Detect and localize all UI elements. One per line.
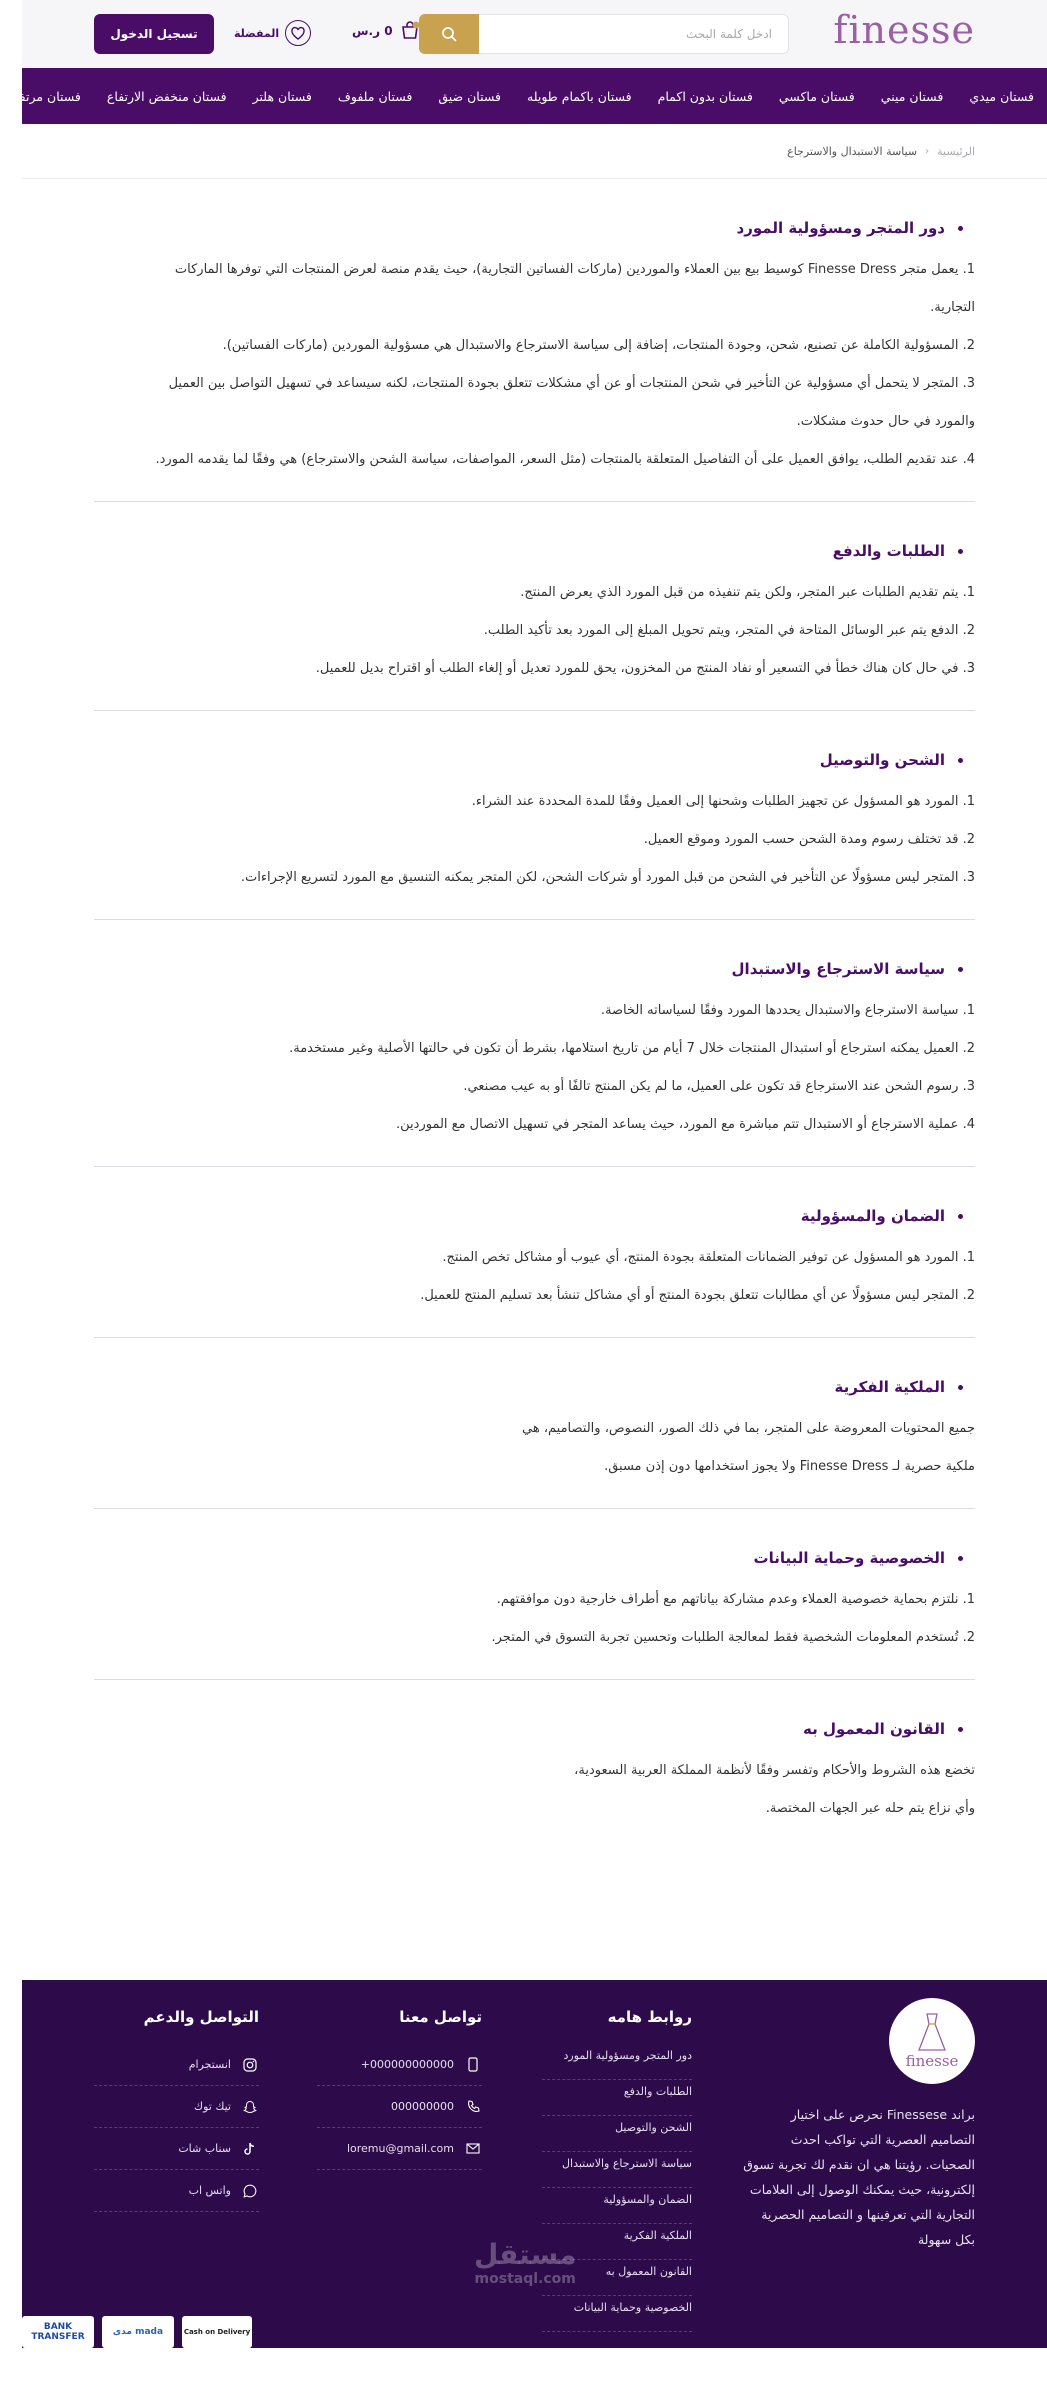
paragraph: 2. المسؤولية الكاملة عن تصنيع، شحن، وجودة المنتجات، إضافة إلى سياسة الاسترجاع والاستبدال هي مسؤولية الموردين (ماركات الفساتين). [222, 338, 975, 353]
social-tiktok[interactable]: تيك توك [94, 2086, 259, 2128]
favorites-label: المفضلة [234, 26, 280, 40]
section-title: الشحن والتوصيل [94, 751, 975, 769]
paragraph: 1. المورد هو المسؤول عن توفير الضمانات المتعلقة بجودة المنتج، أي عيوب أو مشاكل تخص المنتج. [442, 1250, 975, 1265]
search-icon [441, 26, 457, 42]
footer-link[interactable]: الطلبات والدفع [542, 2080, 692, 2116]
nav-item-wrap[interactable]: فستان ملفوف [337, 88, 413, 104]
cart-button[interactable] [352, 20, 421, 42]
paragraph: 3. المتجر ليس مسؤولًا عن التأخير في الشحن من قبل المورد أو شركات الشحن، لكن المتجر يمكنه التنسيق مع المورد لتسريع الإجراءات. [240, 870, 975, 885]
breadcrumb [22, 124, 1047, 179]
footer-link[interactable]: الخصوصية وحماية البيانات [542, 2296, 692, 2332]
section-title: الخصوصية وحماية البيانات [94, 1549, 975, 1567]
cart-icon [399, 20, 421, 42]
section-orders-payment [94, 502, 975, 711]
favorites-button[interactable] [234, 20, 311, 46]
bank-transfer-badge: BANK TRANSFER [22, 2316, 94, 2348]
social-instagram[interactable]: انستجرام [94, 2044, 259, 2086]
dress-icon [915, 2012, 949, 2052]
nav-item-tight[interactable]: فستان ضيق [438, 88, 502, 104]
mostaql-watermark: مستقل mostaql.com [474, 2238, 577, 2287]
paragraph: 1. نلتزم بحماية خصوصية العملاء وعدم مشاركة بياناتهم مع أطراف خارجية دون موافقتهم. [496, 1592, 975, 1607]
paragraph: 1. يتم تقديم الطلبات عبر المتجر، ولكن يتم تنفيذه من قبل المورد الذي يعرض المنتج. [520, 585, 975, 600]
paragraph: 4. عملية الاسترجاع أو الاستبدال تتم مباشرة مع المورد، حيث يساعد المتجر في تسهيل الاتصال مع الموردين. [396, 1117, 975, 1132]
social-snapchat[interactable]: سناب شات [94, 2128, 259, 2170]
section-ip [94, 1338, 975, 1509]
cart-total: 0 ر.س [352, 24, 393, 38]
site-logo[interactable]: finesse [833, 8, 975, 52]
section-title: الضمان والمسؤولية [94, 1207, 975, 1225]
footer-link[interactable]: دور المتجر ومسؤولية المورد [542, 2044, 692, 2080]
paragraph: 3. المتجر لا يتحمل أي مسؤولية عن التأخير في شحن المنتجات أو عن أي مشكلات تتعلق بجودة المنتجات، لكنه سيساعد في تسهيل التواصل بين العميل والمورد في حال حدوث مشكلات. [168, 376, 975, 429]
paragraph: 1. يعمل متجر Finesse Dress كوسيط بيع بين العملاء والموردين (ماركات الفساتين التجارية)، حيث يقدم منصة لعرض المنتجات التي توفرها الماركات التجارية. [174, 262, 975, 315]
footer-about [743, 1998, 975, 2252]
breadcrumb-home[interactable]: الرئيسية [937, 144, 975, 158]
paragraph: 2. المتجر ليس مسؤولًا عن أي مطالبات تتعلق بجودة المنتج أو أي مشاكل تنشأ بعد تسليم المنتج للعميل. [420, 1288, 975, 1303]
footer-link[interactable]: سياسة الاسترجاع والاستبدال [542, 2152, 692, 2188]
contact-mobile[interactable]: +000000000000 [317, 2044, 482, 2086]
footer-social-title: التواصل والدعم [143, 2008, 259, 2026]
contact-phone[interactable]: 000000000 [317, 2086, 482, 2128]
section-store-role [94, 179, 975, 502]
paragraph: 2. تُستخدم المعلومات الشخصية فقط لمعالجة الطلبات وتحسين تجربة التسوق في المتجر. [491, 1630, 975, 1645]
policy-content [22, 179, 1047, 1980]
site-header [13, 0, 1047, 179]
paragraph: ملكية حصرية لـ Finesse Dress ولا يجوز استخدامها دون إذن مسبق. [604, 1459, 975, 1474]
search-button[interactable] [419, 14, 479, 54]
section-shipping [94, 711, 975, 920]
footer-links-title: روابط هامه [607, 2008, 692, 2026]
section-law [94, 1680, 975, 1850]
nav-item-midi[interactable]: فستان ميدي [969, 88, 1034, 104]
heart-icon [285, 20, 311, 46]
cash-on-delivery-badge: Cash on Delivery [182, 2316, 252, 2348]
section-title: الطلبات والدفع [94, 542, 975, 560]
paragraph: 3. في حال كان هناك خطأ في التسعير أو نفاد المنتج من المخزون، يحق للمورد تعديل أو إلغاء الطلب أو اقتراح بديل للعميل. [315, 661, 975, 676]
footer-link[interactable]: القانون المعمول به [542, 2260, 692, 2296]
mada-badge: مدى mada [102, 2316, 174, 2348]
section-returns [94, 920, 975, 1167]
tiktok-icon [241, 2142, 259, 2156]
footer-contact-title: تواصل معنا [399, 2008, 482, 2026]
payment-methods [22, 2316, 252, 2348]
paragraph: جميع المحتويات المعروضة على المتجر، بما في ذلك الصور، النصوص، والتصاميم، هي [522, 1421, 975, 1436]
nav-item-halter[interactable]: فستان هلتر [252, 88, 312, 104]
spacer [94, 1850, 975, 1980]
footer-about-text: براند Finessese نحرص على اختيار التصاميم العصرية التي تواكب احدث الصحيات. رؤيتنا هي ان نقدم لك تجربة تسوق إلكترونية، حيث يمكنك الوصول إلى العلامات التجارية التي تعرفينها و التصاميم الحصرية بكل سهولة [743, 2107, 975, 2247]
nav-item-long-sleeve[interactable]: فستان باكمام طويله [527, 88, 632, 104]
paragraph: 1. المورد هو المسؤول عن تجهيز الطلبات وشحنها إلى العميل وفقًا للمدة المحددة عند الشراء. [471, 794, 975, 809]
section-warranty [94, 1167, 975, 1338]
section-title: دور المتجر ومسؤولية المورد [94, 219, 975, 237]
site-footer [22, 1980, 1047, 2348]
paragraph: 3. رسوم الشحن عند الاسترجاع قد تكون على العميل، ما لم يكن المنتج تالفًا أو به عيب مصنعي. [463, 1079, 975, 1094]
paragraph: 2. العميل يمكنه استرجاع أو استبدال المنتجات خلال 7 أيام من تاريخ استلامها، بشرط أن تكون في حالتها الأصلية وغير مستخدمة. [289, 1041, 975, 1056]
section-privacy [94, 1509, 975, 1680]
nav-item-mini[interactable]: فستان ميني [880, 88, 944, 104]
mobile-icon [464, 2057, 482, 2072]
paragraph: 4. عند تقديم الطلب، يوافق العميل على أن التفاصيل المتعلقة بالمنتجات (مثل السعر، المواصفات، سياسة الشحن والاسترجاع) هي وفقًا لما يقدمه المورد. [155, 452, 975, 467]
paragraph: تخضع هذه الشروط والأحكام وتفسر وفقًا لأنظمة المملكة العربية السعودية، [574, 1763, 975, 1778]
section-title: القانون المعمول به [94, 1720, 975, 1738]
section-title: الملكية الفكرية [94, 1378, 975, 1396]
whatsapp-icon [241, 2184, 259, 2198]
footer-contact [317, 2008, 482, 2170]
top-bar [22, 0, 1047, 68]
category-nav [13, 68, 1047, 124]
nav-item-low-rise[interactable]: فستان منخفض الارتفاع [106, 88, 227, 104]
breadcrumb-current: سياسة الاستبدال والاسترجاع [787, 144, 918, 158]
chevron-left-icon: ‹ [925, 145, 930, 157]
paragraph: 1. سياسة الاسترجاع والاستبدال يحددها المورد وفقًا لسياساته الخاصة. [600, 1003, 975, 1018]
instagram-icon [241, 2058, 259, 2072]
nav-item-high-rise[interactable]: فستان مرتفع [13, 88, 81, 104]
search-bar [419, 14, 789, 54]
footer-link[interactable]: الملكية الفكرية [542, 2224, 692, 2260]
paragraph: 2. قد تختلف رسوم ومدة الشحن حسب المورد وموقع العميل. [643, 832, 975, 847]
snapchat-ghost-icon [241, 2100, 259, 2114]
footer-logo[interactable]: finesse [889, 1998, 975, 2084]
footer-link[interactable]: الضمان والمسؤولية [542, 2188, 692, 2224]
section-title: سياسة الاسترجاع والاستبدال [94, 960, 975, 978]
nav-item-maxi[interactable]: فستان ماكسي [778, 88, 855, 104]
search-input[interactable] [479, 14, 789, 54]
social-whatsapp[interactable]: واتس اب [94, 2170, 259, 2212]
nav-item-sleeveless[interactable]: فستان بدون اكمام [657, 88, 753, 104]
paragraph: 2. الدفع يتم عبر الوسائل المتاحة في المتجر، ويتم تحويل المبلغ إلى المورد بعد تأكيد الطلب. [483, 623, 975, 638]
footer-link[interactable]: الشحن والتوصيل [542, 2116, 692, 2152]
footer-social [94, 2008, 259, 2212]
contact-email[interactable]: loremu@gmail.com [317, 2128, 482, 2170]
login-button[interactable]: تسجيل الدخول [94, 14, 214, 54]
paragraph: وأي نزاع يتم حله عبر الجهات المختصة. [765, 1801, 975, 1816]
phone-icon [464, 2100, 482, 2113]
email-icon [464, 2143, 482, 2154]
